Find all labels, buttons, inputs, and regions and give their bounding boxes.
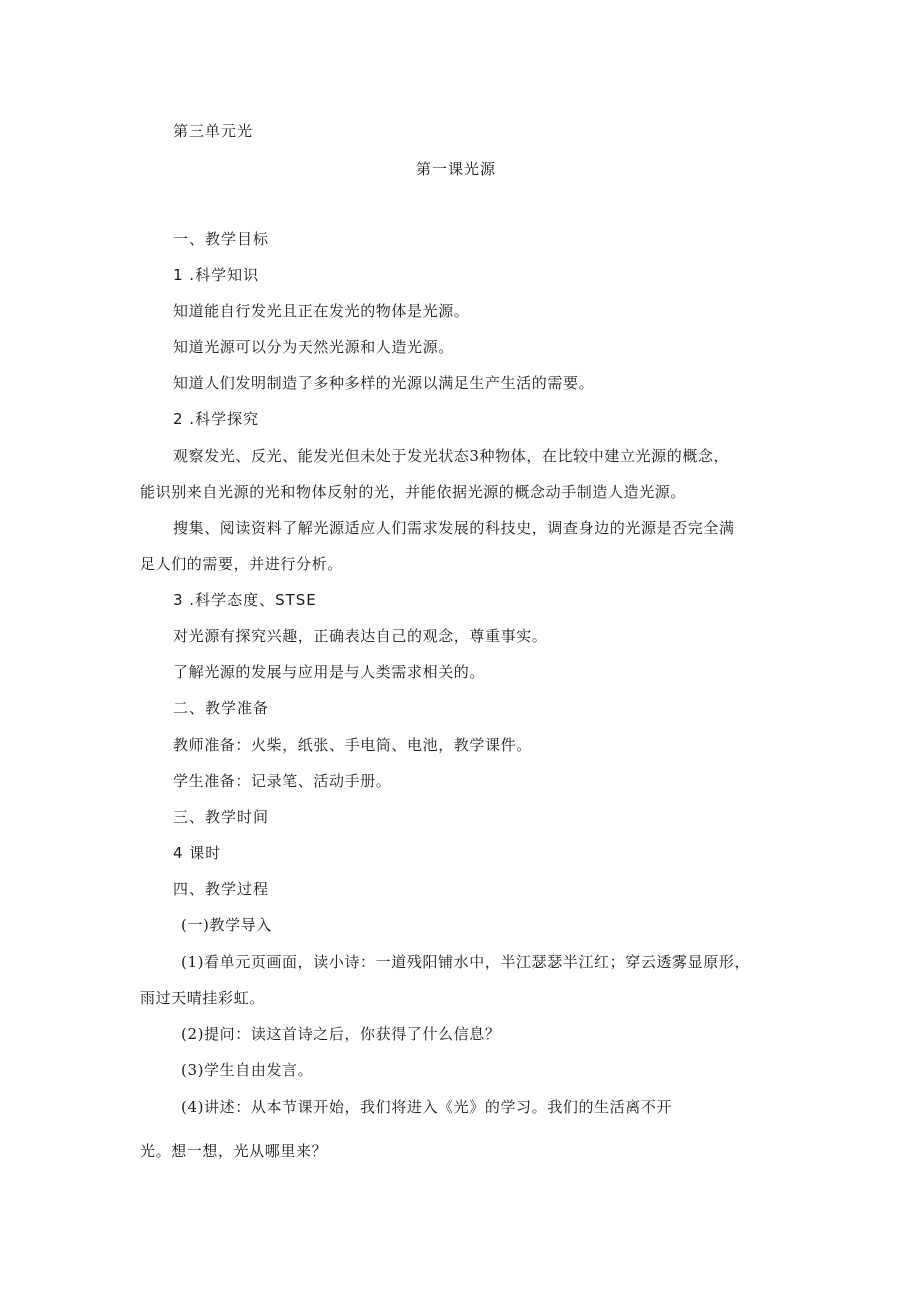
process-step-line: 光。想一想，光从哪里来？: [140, 1142, 328, 1160]
section-heading-process: 四、教学过程: [173, 880, 270, 898]
lesson-title: 第一课光源: [416, 160, 497, 178]
process-subheading: (一)教学导入: [181, 916, 272, 934]
process-step-line: (4)讲述：从本节课开始，我们将进入《光》的学习。我们的生活离不开: [181, 1098, 673, 1116]
preparation-item: 学生准备：记录笔、活动手册。: [173, 772, 392, 790]
subheading-knowledge: 1 .科学知识: [173, 266, 260, 284]
lesson-count: 4 课时: [173, 844, 222, 862]
process-step: (2)提问：读这首诗之后，你获得了什么信息？: [181, 1025, 501, 1043]
attitude-item: 对光源有探究兴趣，正确表达自己的观念，尊重事实。: [173, 627, 548, 645]
inquiry-paragraph-line: 足人们的需要，并进行分析。: [140, 555, 343, 573]
section-heading-preparation: 二、教学准备: [173, 699, 270, 717]
subheading-attitude: 3 .科学态度、STSE: [173, 591, 317, 609]
preparation-item: 教师准备：火柴，纸张、手电筒、电池，教学课件。: [173, 736, 532, 754]
process-step: (3)学生自由发言。: [181, 1061, 314, 1079]
section-heading-objectives: 一、教学目标: [173, 230, 270, 248]
inquiry-paragraph-line: 搜集、阅读资料了解光源适应人们需求发展的科技史，调查身边的光源是否完全满: [173, 519, 735, 537]
section-heading-time: 三、教学时间: [173, 808, 270, 826]
knowledge-item: 知道能自行发光且正在发光的物体是光源。: [173, 302, 470, 320]
inquiry-paragraph-line: 能识别来自光源的光和物体反射的光，并能依据光源的概念动手制造人造光源。: [140, 483, 687, 501]
attitude-item: 了解光源的发展与应用是与人类需求相关的。: [173, 663, 486, 681]
knowledge-item: 知道光源可以分为天然光源和人造光源。: [173, 338, 454, 356]
process-step-line: (1)看单元页画面，读小诗：一道残阳铺水中，半江瑟瑟半江红；穿云透雾显原形，: [181, 953, 751, 971]
process-step-line: 雨过天晴挂彩虹。: [140, 989, 265, 1007]
knowledge-item: 知道人们发明制造了多种多样的光源以满足生产生活的需要。: [173, 374, 595, 392]
unit-title: 第三单元光: [173, 122, 254, 140]
subheading-inquiry: 2 .科学探究: [173, 410, 260, 428]
inquiry-paragraph-line: 观察发光、反光、能发光但未处于发光状态3种物体，在比较中建立光源的概念，: [173, 447, 730, 465]
